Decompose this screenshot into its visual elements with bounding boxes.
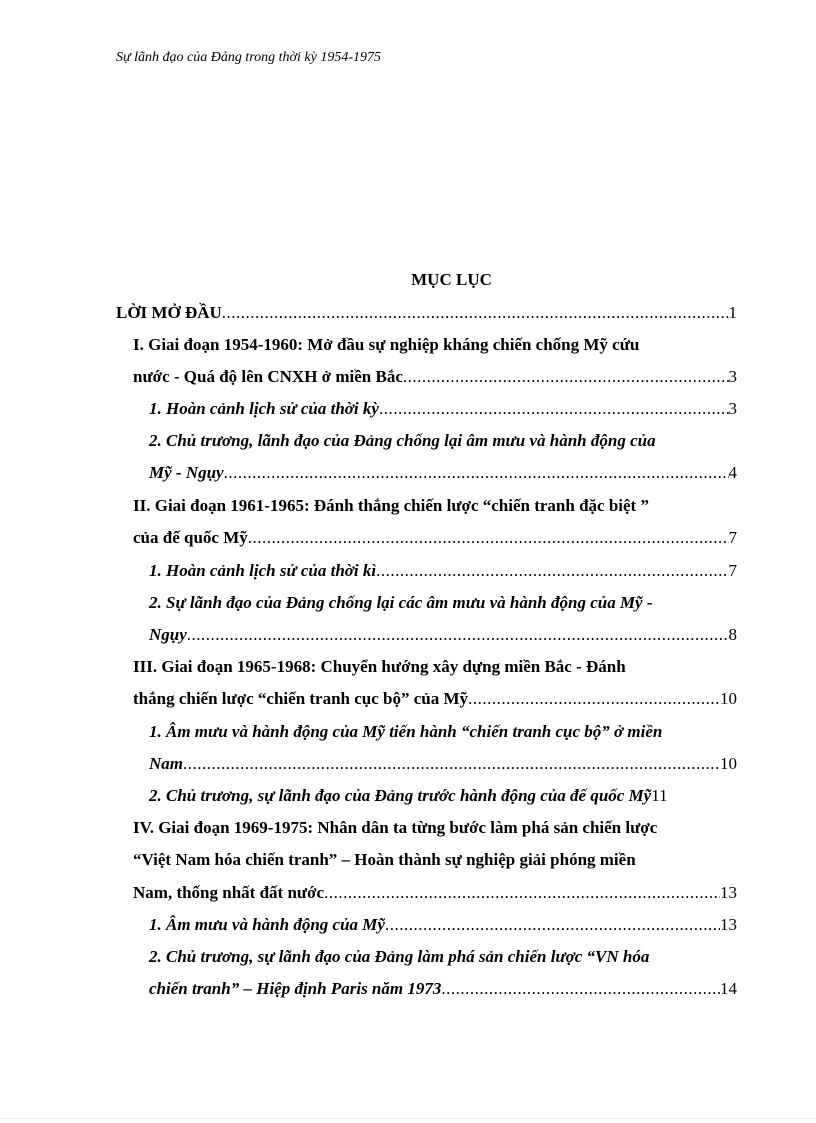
leader-dots [385,913,720,937]
toc-entry-text: 1. Hoàn cảnh lịch sử của thời kỳ [149,399,379,418]
leader-dots [248,526,729,550]
toc-entry-2-1[interactable] [149,559,737,583]
toc-entry-section-1[interactable]: I. Giai đoạn 1954-1960: Mở đầu sự nghiệp kháng chiến chống Mỹ cứu [133,335,640,354]
toc-entry-intro[interactable] [116,301,737,325]
toc-entry-section-2-cont[interactable] [133,526,737,550]
toc-entry-section-4-line2[interactable]: “Việt Nam hóa chiến tranh” – Hoàn thành sự nghiệp giải phóng miền [133,850,636,869]
toc-entry-text: thắng chiến lược “chiến tranh cục bộ” của Mỹ [133,689,469,708]
toc-entry-1-2-cont[interactable] [149,461,737,485]
toc-page-number: 3 [728,367,737,386]
toc-entry-text: Ngụy [149,625,187,644]
toc-page-number: 13 [720,883,737,902]
leader-dots [222,301,729,325]
toc-entry-section-3[interactable]: III. Giai đoạn 1965-1968: Chuyển hướng xây dựng miền Bắc - Đánh [133,657,626,676]
leader-dots [379,397,729,421]
toc-entry-2-2[interactable]: 2. Sự lãnh đạo của Đảng chống lại các âm mưu và hành động của Mỹ - [149,593,653,612]
footer-divider [0,1118,816,1119]
toc-entry-3-2[interactable] [149,784,737,808]
toc-page-number: 10 [720,754,737,773]
leader-dots [403,365,729,389]
toc-entry-text: của đế quốc Mỹ [133,528,248,547]
toc-entry-text: chiến tranh” – Hiệp định Paris năm 1973 [149,979,442,998]
toc-entry-text: Mỹ - Ngụy [149,463,224,482]
toc-entry-text: 2. Chủ trương, sự lãnh đạo của Đảng trước hành động của đế quốc Mỹ [149,786,652,805]
toc-entry-text: LỜI MỞ ĐẦU [116,303,222,322]
toc-page-number: 14 [720,979,737,998]
leader-dots [187,623,729,647]
toc-entry-section-1-cont[interactable] [133,365,737,389]
toc-entry-text: nước - Quá độ lên CNXH ở miền Bắc [133,367,403,386]
toc-entry-4-2[interactable]: 2. Chủ trương, sự lãnh đạo của Đảng làm phá sản chiến lược “VN hóa [149,947,650,966]
toc-entry-2-2-cont[interactable] [149,623,737,647]
toc-entry-1-2[interactable]: 2. Chủ trương, lãnh đạo của Đảng chống lại âm mưu và hành động của [149,431,656,450]
toc-title: MỤC LỤC [411,270,492,289]
running-header: Sự lãnh đạo của Đảng trong thời kỳ 1954-1975 [116,50,382,65]
toc-entry-3-1-cont[interactable] [149,752,737,776]
leader-dots [224,461,729,485]
toc-entry-3-1[interactable]: 1. Âm mưu và hành động của Mỹ tiến hành “chiến tranh cục bộ” ở miền [149,722,663,741]
toc-entry-section-4-cont[interactable] [133,881,737,905]
leader-dots [468,687,720,711]
toc-page-number: 10 [720,689,737,708]
leader-dots [183,752,720,776]
toc-page-number: 11 [651,786,668,805]
toc-page-number: 13 [720,915,737,934]
toc-entry-1-1[interactable] [149,397,737,421]
toc-entry-text: Nam [149,754,183,773]
toc-entry-text: 1. Âm mưu và hành động của Mỹ [149,915,385,934]
toc-entry-4-1[interactable] [149,913,737,937]
toc-page-number: 8 [728,625,737,644]
leader-dots [376,559,728,583]
toc-page-number: 7 [728,561,737,580]
toc-entry-section-3-cont[interactable] [133,687,737,711]
toc-page-number: 3 [728,399,737,418]
toc-entry-section-2[interactable]: II. Giai đoạn 1961-1965: Đánh thắng chiến lược “chiến tranh đặc biệt ” [133,496,649,515]
leader-dots [324,881,720,905]
toc-entry-4-2-cont[interactable] [149,977,737,1001]
leader-dots [441,977,720,1001]
toc-page-number: 7 [728,528,737,547]
toc-page-number: 4 [728,463,737,482]
toc-entry-section-4[interactable]: IV. Giai đoạn 1969-1975: Nhân dân ta từng bước làm phá sản chiến lược [133,818,658,837]
toc-page-number: 1 [728,303,737,322]
toc-entry-text: Nam, thống nhất đất nước [133,883,325,902]
toc-entry-text: 1. Hoàn cảnh lịch sử của thời kì [149,561,377,580]
